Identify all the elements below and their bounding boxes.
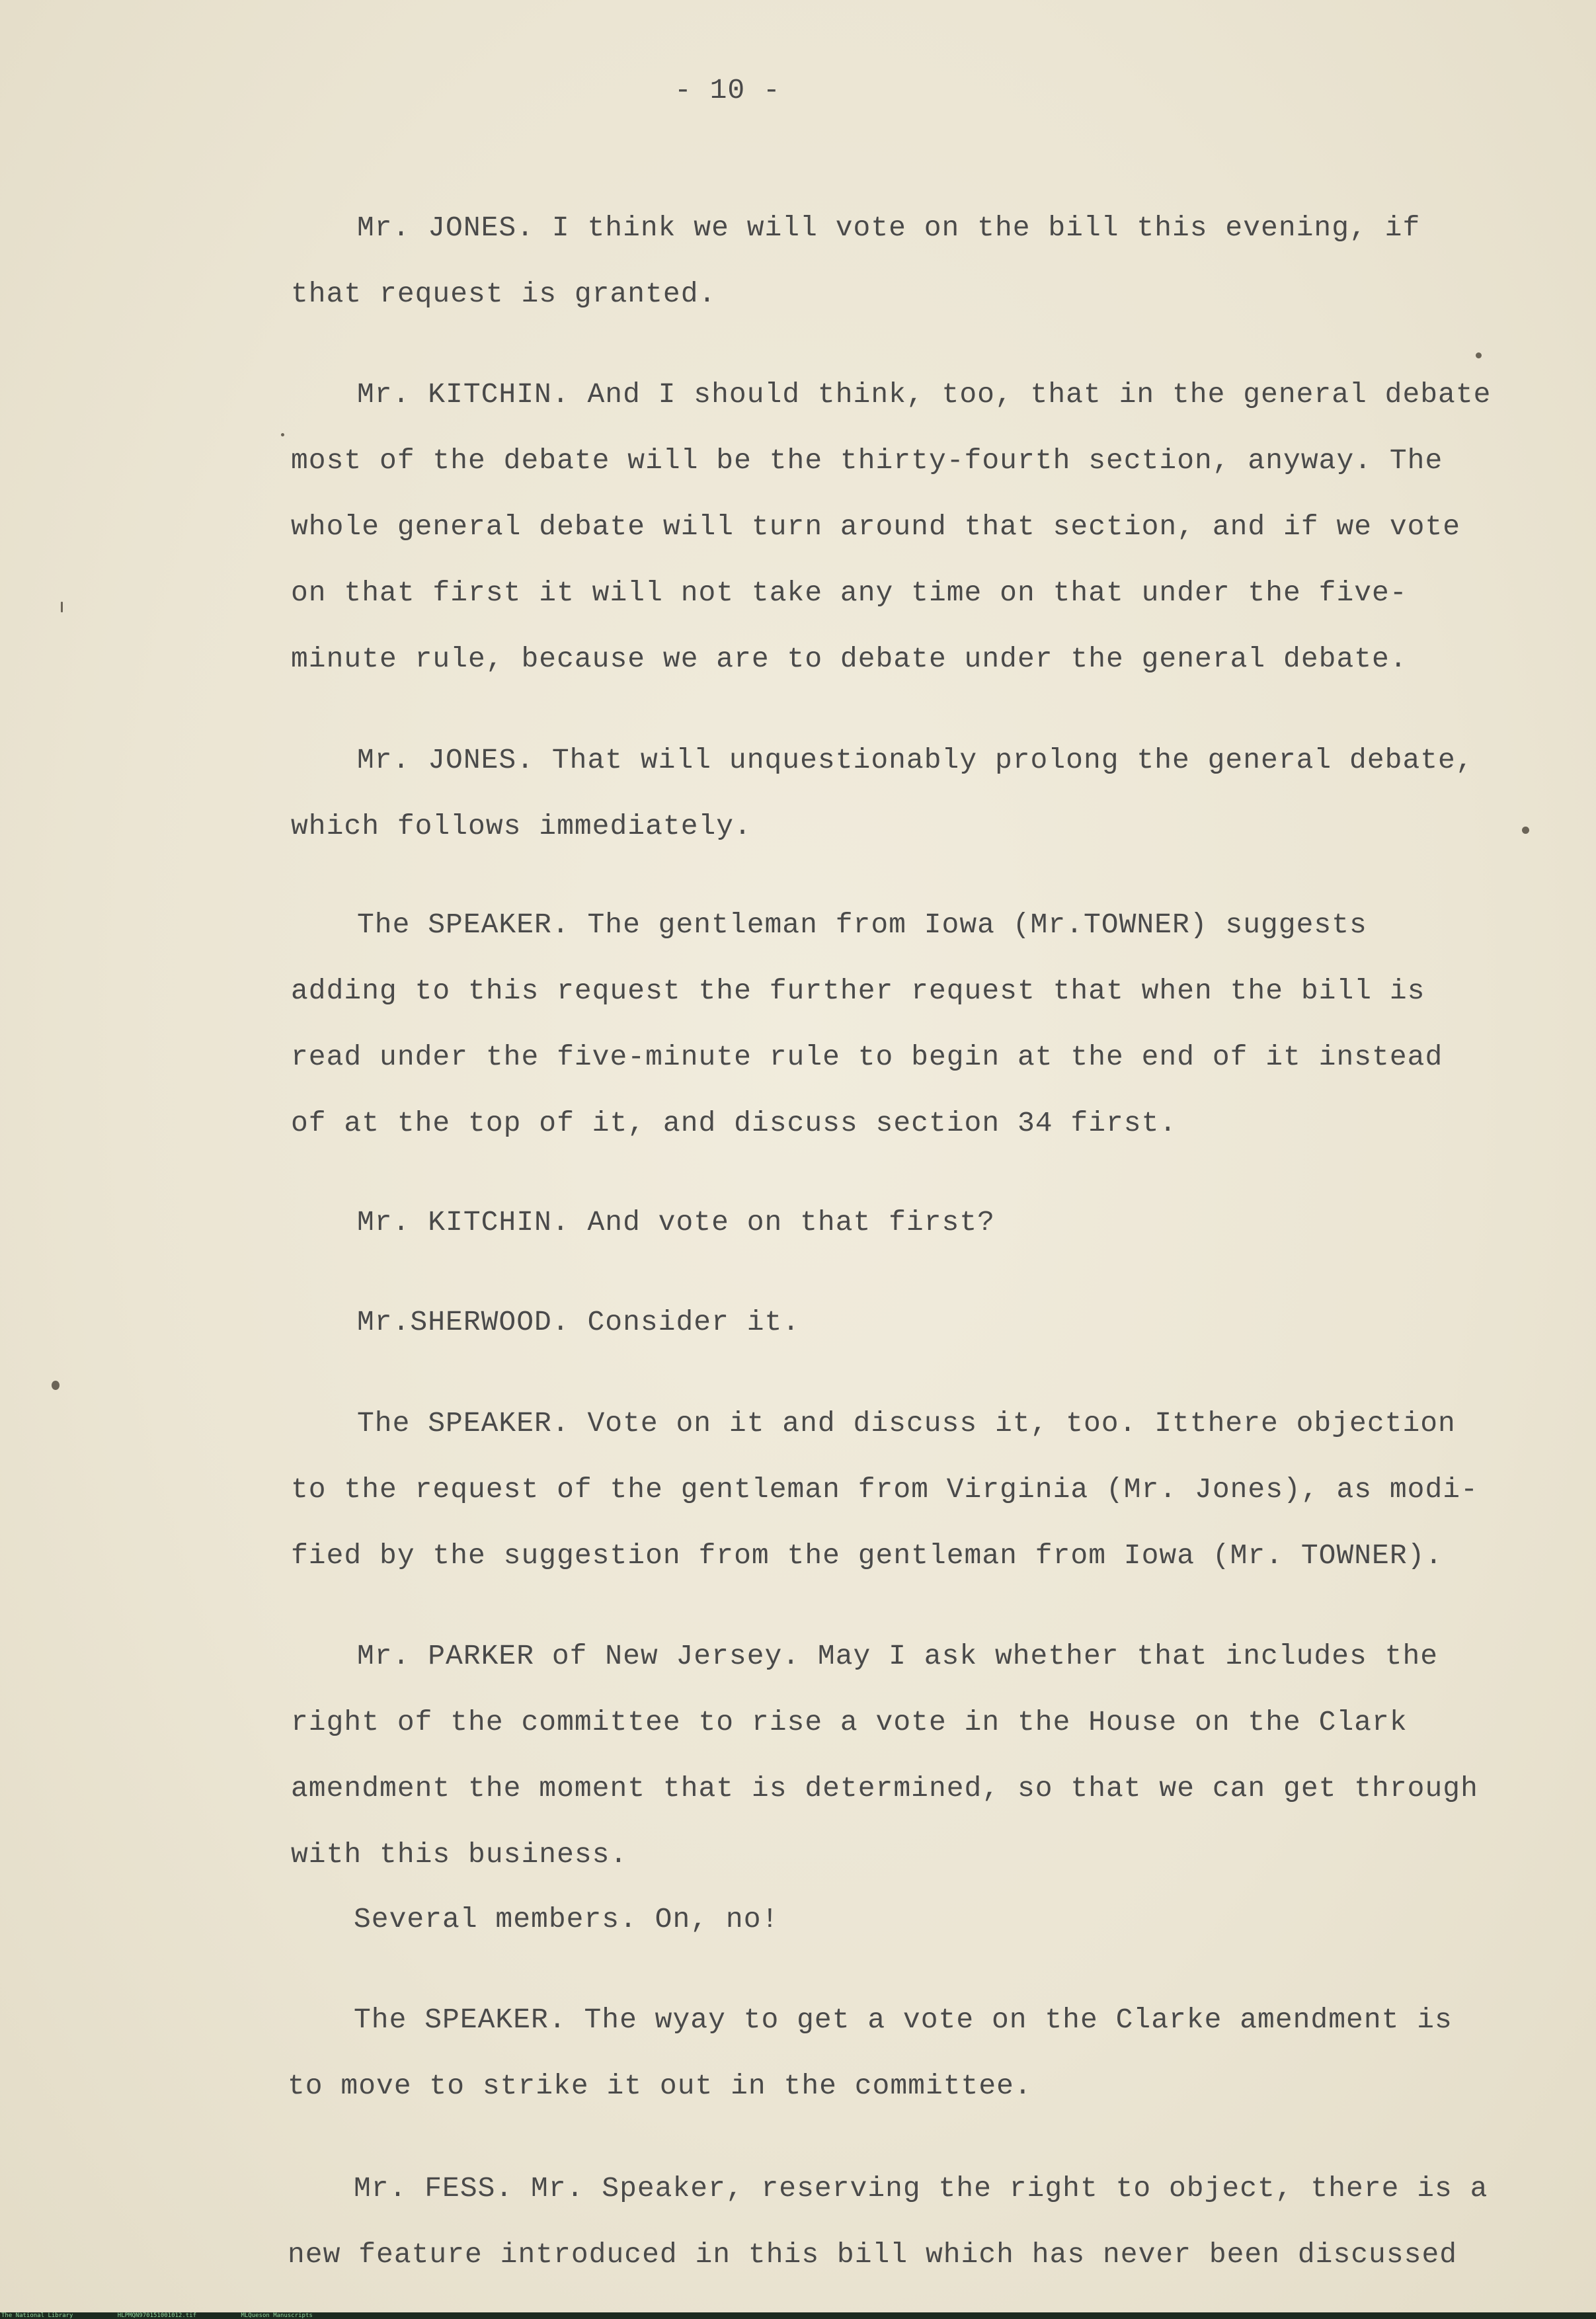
text-line: minute rule, because we are to debate under the general debate. [291, 643, 1408, 675]
footer-file: HLPMQN970151001012.tif [117, 2312, 197, 2319]
text-line: new feature introduced in this bill which has never been discussed [288, 2238, 1458, 2271]
text-line: to move to strike it out in the committee. [288, 2070, 1032, 2102]
text-line: Mr.SHERWOOD. Consider it. [357, 1306, 801, 1338]
text-line: most of the debate will be the thirty-fourth section, anyway. The [291, 444, 1443, 477]
text-line: Mr. FESS. Mr. Speaker, reserving the right to object, there is a [354, 2172, 1488, 2205]
footer-collection: MLQueson Manuscripts [241, 2312, 313, 2319]
text-line: on that first it will not take any time on that under the five- [291, 577, 1408, 609]
text-line: Mr. KITCHIN. And I should think, too, that in the general debate [357, 378, 1492, 411]
text-line: adding to this request the further request that when the bill is [291, 975, 1425, 1007]
text-line: to the request of the gentleman from Virginia (Mr. Jones), as modi- [291, 1473, 1478, 1506]
paper-speck [1476, 352, 1482, 358]
text-line: which follows immediately. [291, 810, 752, 842]
text-line: Mr. PARKER of New Jersey. May I ask whether that includes the [357, 1640, 1439, 1672]
text-line: right of the committee to rise a vote in the House on the Clark [291, 1706, 1408, 1738]
text-line: The SPEAKER. Vote on it and discuss it, too. Itthere objection [357, 1407, 1456, 1440]
text-line: Mr. JONES. That will unquestionably prolong the general debate, [357, 744, 1474, 776]
text-line: with this business. [291, 1838, 628, 1871]
text-line: amendment the moment that is determined, so that we can get through [291, 1772, 1478, 1805]
text-line: that request is granted. [291, 278, 717, 310]
paper-speck [61, 602, 63, 612]
text-line: The SPEAKER. The wyay to get a vote on the Clarke amendment is [354, 2004, 1453, 2036]
paper-speck [52, 1381, 60, 1390]
text-line: fied by the suggestion from the gentleman from Iowa (Mr. TOWNER). [291, 1539, 1443, 1572]
paper-speck [1522, 827, 1529, 834]
text-line: The SPEAKER. The gentleman from Iowa (Mr.TOWNER) suggests [357, 909, 1367, 941]
page-number: - 10 - [674, 74, 781, 106]
text-line: Mr. JONES. I think we will vote on the bill this evening, if [357, 212, 1421, 244]
footer-library: The National Library [1, 2312, 73, 2319]
text-line: Several members. On, no! [354, 1903, 779, 1935]
archive-footer-strip [0, 2312, 1596, 2319]
text-line: read under the five-minute rule to begin at the end of it instead [291, 1041, 1443, 1073]
text-line: Mr. KITCHIN. And vote on that first? [357, 1206, 995, 1239]
text-line: of at the top of it, and discuss section 34 first. [291, 1107, 1177, 1139]
text-line: whole general debate will turn around that section, and if we vote [291, 510, 1461, 543]
paper-speck [281, 433, 284, 436]
